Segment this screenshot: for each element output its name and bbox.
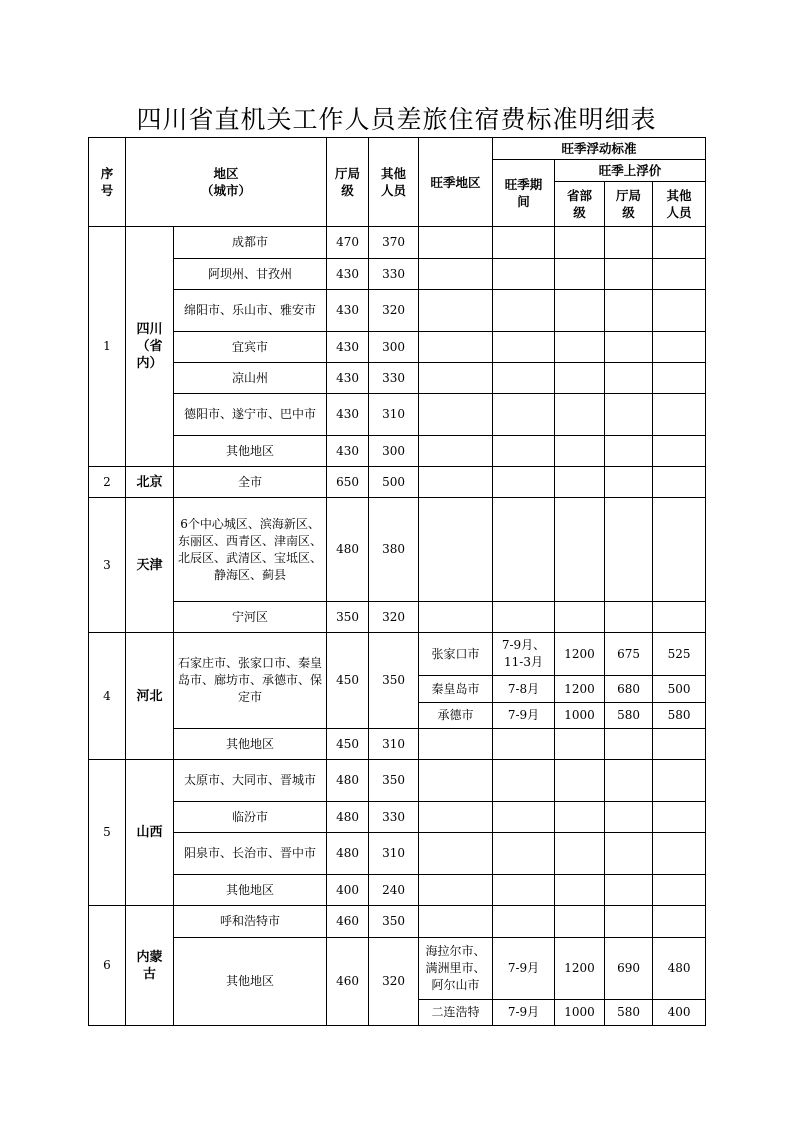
peak-others-price-empty <box>653 906 706 938</box>
bureau-price: 400 <box>327 875 369 906</box>
page-title: 四川省直机关工作人员差旅住宿费标准明细表 <box>136 105 657 134</box>
peak-region-empty <box>419 259 493 290</box>
peak-period-empty <box>493 602 555 633</box>
peak-ministry-price-empty <box>555 227 605 259</box>
city-cell: 太原市、大同市、晋城市 <box>174 760 327 802</box>
peak-others-price-empty <box>653 290 706 332</box>
peak-period-empty <box>493 833 555 875</box>
peak-ministry-price: 1000 <box>555 703 605 729</box>
peak-region: 二连浩特 <box>419 1000 493 1026</box>
header-ministry: 省部 级 <box>555 182 605 227</box>
peak-others-price: 500 <box>653 676 706 703</box>
city-cell: 德阳市、遂宁市、巴中市 <box>174 394 327 436</box>
peak-bureau-price: 580 <box>605 1000 653 1026</box>
peak-period-empty <box>493 290 555 332</box>
peak-others-price-empty <box>653 332 706 363</box>
others-price: 380 <box>369 498 419 602</box>
peak-region-empty <box>419 363 493 394</box>
province-name: 山西 <box>126 760 174 906</box>
peak-bureau-price-empty <box>605 602 653 633</box>
peak-period: 7-9月 <box>493 1000 555 1026</box>
bureau-price: 480 <box>327 760 369 802</box>
peak-bureau-price-empty <box>605 802 653 833</box>
peak-period: 7-9月 <box>493 938 555 1000</box>
city-cell: 绵阳市、乐山市、雅安市 <box>174 290 327 332</box>
bureau-price: 430 <box>327 436 369 467</box>
peak-region-empty <box>419 227 493 259</box>
bureau-price: 480 <box>327 498 369 602</box>
peak-others-price-empty <box>653 467 706 498</box>
row-seq: 4 <box>89 633 126 760</box>
row-seq: 3 <box>89 498 126 633</box>
peak-others-price-empty <box>653 802 706 833</box>
bureau-price: 460 <box>327 938 369 1026</box>
bureau-price: 650 <box>327 467 369 498</box>
peak-others-price-empty <box>653 259 706 290</box>
others-price: 320 <box>369 290 419 332</box>
bureau-price: 480 <box>327 802 369 833</box>
peak-region-empty <box>419 602 493 633</box>
others-price: 300 <box>369 436 419 467</box>
city-cell: 凉山州 <box>174 363 327 394</box>
peak-region-empty <box>419 833 493 875</box>
peak-bureau-price-empty <box>605 332 653 363</box>
peak-bureau-price-empty <box>605 290 653 332</box>
peak-ministry-price-empty <box>555 498 605 602</box>
peak-region-empty <box>419 802 493 833</box>
city-cell: 其他地区 <box>174 729 327 760</box>
bureau-price: 430 <box>327 394 369 436</box>
province-name: 内蒙 古 <box>126 906 174 1026</box>
peak-others-price: 480 <box>653 938 706 1000</box>
peak-others-price: 525 <box>653 633 706 676</box>
peak-region-empty <box>419 467 493 498</box>
peak-ministry-price-empty <box>555 875 605 906</box>
others-price: 350 <box>369 906 419 938</box>
peak-ministry-price-empty <box>555 802 605 833</box>
peak-period: 7-8月 <box>493 676 555 703</box>
city-cell: 呼和浩特市 <box>174 906 327 938</box>
peak-others-price-empty <box>653 227 706 259</box>
peak-ministry-price-empty <box>555 760 605 802</box>
peak-ministry-price-empty <box>555 436 605 467</box>
peak-ministry-price-empty <box>555 394 605 436</box>
others-price: 300 <box>369 332 419 363</box>
peak-period-empty <box>493 760 555 802</box>
table-row <box>89 332 706 363</box>
table-row <box>89 467 706 498</box>
peak-others-price-empty <box>653 498 706 602</box>
header-peak-period: 旺季期 间 <box>493 160 555 227</box>
peak-region: 张家口市 <box>419 633 493 676</box>
table-row <box>89 290 706 332</box>
table-row <box>89 633 706 676</box>
table-row <box>89 802 706 833</box>
peak-others-price: 580 <box>653 703 706 729</box>
peak-period: 7-9月 <box>493 703 555 729</box>
table-row <box>89 938 706 1000</box>
bureau-price: 460 <box>327 906 369 938</box>
city-cell: 临汾市 <box>174 802 327 833</box>
peak-period-empty <box>493 436 555 467</box>
bureau-price: 430 <box>327 332 369 363</box>
peak-ministry-price-empty <box>555 290 605 332</box>
header-peak-float: 旺季浮动标准 <box>493 138 706 160</box>
peak-ministry-price-empty <box>555 833 605 875</box>
others-price: 350 <box>369 760 419 802</box>
city-cell: 成都市 <box>174 227 327 259</box>
peak-period-empty <box>493 498 555 602</box>
peak-bureau-price-empty <box>605 760 653 802</box>
city-cell: 阿坝州、甘孜州 <box>174 259 327 290</box>
city-cell: 6个中心城区、滨海新区、东丽区、西青区、津南区、北辰区、武清区、宝坻区、静海区、蓟县 <box>174 498 327 602</box>
city-cell: 其他地区 <box>174 875 327 906</box>
peak-ministry-price-empty <box>555 363 605 394</box>
peak-ministry-price-empty <box>555 906 605 938</box>
others-price: 320 <box>369 602 419 633</box>
peak-ministry-price: 1200 <box>555 633 605 676</box>
peak-others-price-empty <box>653 436 706 467</box>
table-row <box>89 906 706 938</box>
peak-period-empty <box>493 467 555 498</box>
header-peak-raise: 旺季上浮价 <box>555 160 706 182</box>
bureau-price: 450 <box>327 633 369 729</box>
peak-others-price-empty <box>653 729 706 760</box>
peak-ministry-price-empty <box>555 332 605 363</box>
peak-ministry-price: 1200 <box>555 938 605 1000</box>
others-price: 370 <box>369 227 419 259</box>
province-name: 北京 <box>126 467 174 498</box>
table-row <box>89 498 706 602</box>
province-name: 河北 <box>126 633 174 760</box>
peak-bureau-price-empty <box>605 875 653 906</box>
others-price: 350 <box>369 633 419 729</box>
others-price: 330 <box>369 802 419 833</box>
peak-bureau-price-empty <box>605 906 653 938</box>
peak-others-price-empty <box>653 833 706 875</box>
peak-bureau-price-empty <box>605 394 653 436</box>
peak-region-empty <box>419 394 493 436</box>
bureau-price: 480 <box>327 833 369 875</box>
peak-ministry-price-empty <box>555 467 605 498</box>
city-cell: 宁河区 <box>174 602 327 633</box>
peak-bureau-price: 675 <box>605 633 653 676</box>
table-row <box>89 227 706 259</box>
table-row <box>89 875 706 906</box>
others-price: 330 <box>369 259 419 290</box>
peak-period-empty <box>493 802 555 833</box>
peak-region: 承德市 <box>419 703 493 729</box>
bureau-price: 430 <box>327 290 369 332</box>
peak-region: 秦皇岛市 <box>419 676 493 703</box>
peak-region-empty <box>419 906 493 938</box>
peak-bureau-price-empty <box>605 227 653 259</box>
peak-region-empty <box>419 332 493 363</box>
peak-region-empty <box>419 760 493 802</box>
peak-region: 海拉尔市、满洲里市、阿尔山市 <box>419 938 493 1000</box>
bureau-price: 430 <box>327 259 369 290</box>
peak-bureau-price: 680 <box>605 676 653 703</box>
peak-period: 7-9月、11-3月 <box>493 633 555 676</box>
peak-ministry-price-empty <box>555 602 605 633</box>
city-cell: 石家庄市、张家口市、秦皇岛市、廊坊市、承德市、保定市 <box>174 633 327 729</box>
peak-region-empty <box>419 436 493 467</box>
peak-bureau-price: 580 <box>605 703 653 729</box>
header-seq: 序 号 <box>89 138 126 227</box>
peak-period-empty <box>493 363 555 394</box>
peak-bureau-price-empty <box>605 833 653 875</box>
header-others-2: 其他 人员 <box>653 182 706 227</box>
peak-others-price-empty <box>653 602 706 633</box>
header-others: 其他 人员 <box>369 138 419 227</box>
table-row <box>89 259 706 290</box>
others-price: 310 <box>369 394 419 436</box>
city-cell: 其他地区 <box>174 938 327 1026</box>
header-bureau: 厅局 级 <box>327 138 369 227</box>
peak-period-empty <box>493 906 555 938</box>
row-seq: 5 <box>89 760 126 906</box>
city-cell: 其他地区 <box>174 436 327 467</box>
others-price: 310 <box>369 833 419 875</box>
peak-bureau-price-empty <box>605 363 653 394</box>
peak-others-price-empty <box>653 363 706 394</box>
row-seq: 6 <box>89 906 126 1026</box>
others-price: 240 <box>369 875 419 906</box>
peak-period-empty <box>493 259 555 290</box>
table-row <box>89 729 706 760</box>
city-cell: 阳泉市、长治市、晋中市 <box>174 833 327 875</box>
row-seq: 1 <box>89 227 126 467</box>
peak-region-empty <box>419 498 493 602</box>
peak-others-price-empty <box>653 394 706 436</box>
peak-bureau-price-empty <box>605 729 653 760</box>
peak-ministry-price-empty <box>555 259 605 290</box>
others-price: 320 <box>369 938 419 1026</box>
peak-others-price-empty <box>653 760 706 802</box>
travel-standard-table <box>88 137 706 1026</box>
others-price: 500 <box>369 467 419 498</box>
bureau-price: 350 <box>327 602 369 633</box>
header-bureau-2: 厅局 级 <box>605 182 653 227</box>
peak-ministry-price-empty <box>555 729 605 760</box>
city-cell: 全市 <box>174 467 327 498</box>
header-region: 地区 （城市） <box>126 138 327 227</box>
others-price: 310 <box>369 729 419 760</box>
peak-ministry-price: 1000 <box>555 1000 605 1026</box>
others-price: 330 <box>369 363 419 394</box>
table-row <box>89 363 706 394</box>
peak-period-empty <box>493 332 555 363</box>
peak-bureau-price-empty <box>605 259 653 290</box>
bureau-price: 450 <box>327 729 369 760</box>
peak-period-empty <box>493 227 555 259</box>
peak-bureau-price-empty <box>605 436 653 467</box>
peak-region-empty <box>419 875 493 906</box>
peak-region-empty <box>419 729 493 760</box>
peak-bureau-price-empty <box>605 467 653 498</box>
province-name: 四川 （省 内） <box>126 227 174 467</box>
table-row <box>89 602 706 633</box>
peak-others-price: 400 <box>653 1000 706 1026</box>
bureau-price: 430 <box>327 363 369 394</box>
table-row <box>89 760 706 802</box>
peak-period-empty <box>493 875 555 906</box>
peak-others-price-empty <box>653 875 706 906</box>
province-name: 天津 <box>126 498 174 633</box>
peak-region-empty <box>419 290 493 332</box>
header-peak-region: 旺季地区 <box>419 138 493 227</box>
peak-ministry-price: 1200 <box>555 676 605 703</box>
row-seq: 2 <box>89 467 126 498</box>
peak-bureau-price-empty <box>605 498 653 602</box>
table-row <box>89 436 706 467</box>
peak-period-empty <box>493 394 555 436</box>
table-row <box>89 833 706 875</box>
bureau-price: 470 <box>327 227 369 259</box>
peak-period-empty <box>493 729 555 760</box>
table-row <box>89 394 706 436</box>
peak-bureau-price: 690 <box>605 938 653 1000</box>
city-cell: 宜宾市 <box>174 332 327 363</box>
